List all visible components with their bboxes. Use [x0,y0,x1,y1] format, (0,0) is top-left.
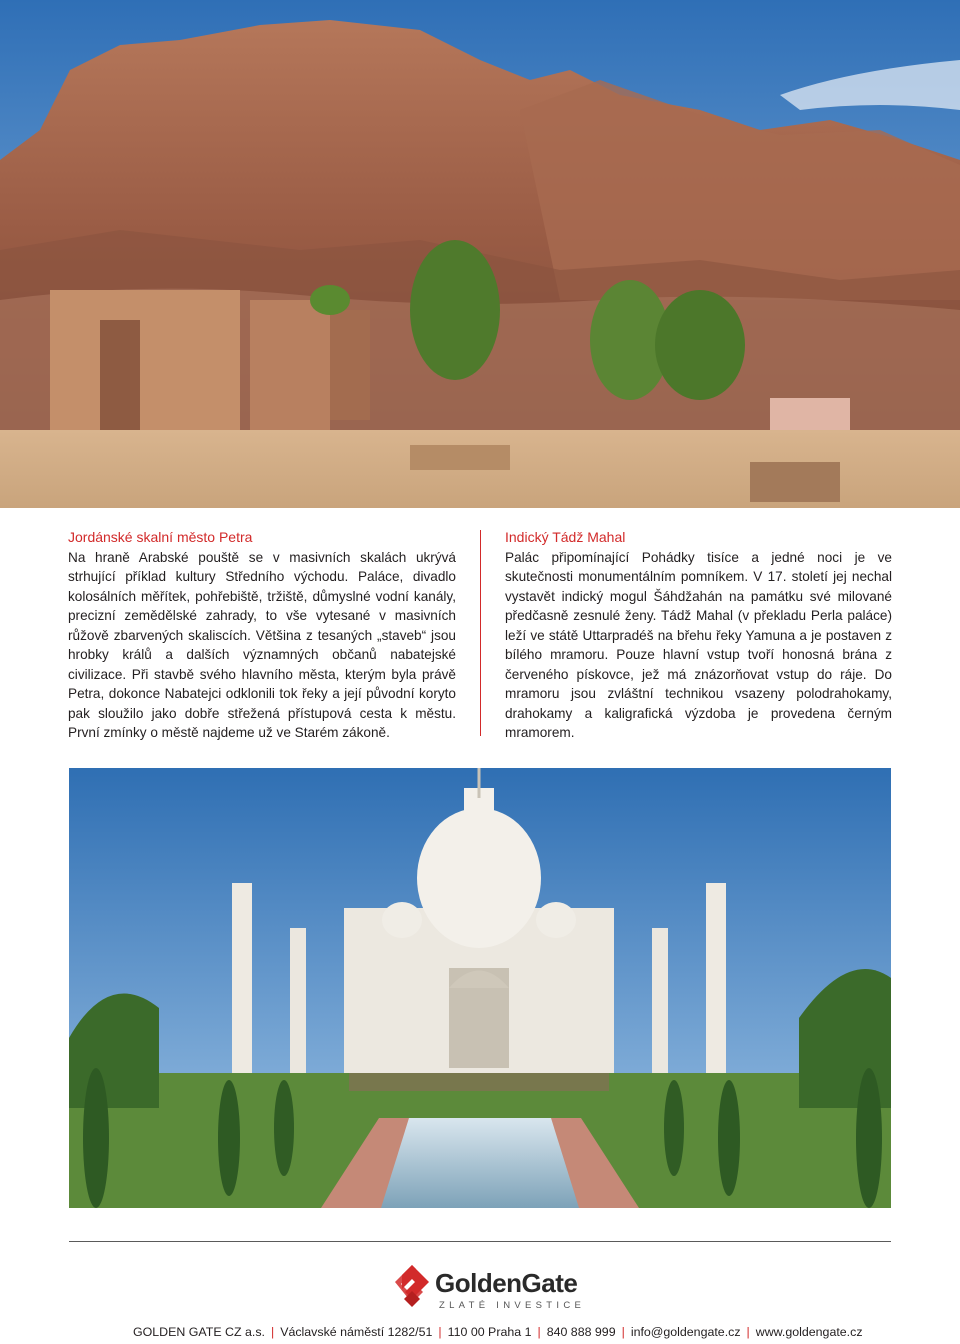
column-divider [480,530,481,736]
footer-separator: | [537,1325,541,1339]
footer-company: GOLDEN GATE CZ a.s. [133,1325,265,1339]
logo-name: GoldenGate [435,1268,578,1298]
footer-rule [69,1241,891,1242]
footer-city: 110 00 Praha 1 [447,1325,532,1339]
footer-phone[interactable]: 840 888 999 [546,1325,616,1339]
logo-tagline: ZLATÉ INVESTICE [439,1300,586,1311]
golden-gate-logo [393,1263,586,1313]
footer-contacts [133,1324,863,1340]
footer-separator: | [746,1325,750,1339]
footer-separator: | [438,1325,442,1339]
footer-separator: | [270,1325,275,1339]
taj-mahal-photo [69,768,891,1208]
petra-heading: Jordánské skalní město Petra [68,529,253,545]
footer-separator: | [621,1325,625,1339]
footer-street: Václavské náměstí 1282/51 [280,1325,433,1339]
taj-text: Palác připomínající Pohádky tisíce a jedné noci je ve skutečnosti monumentálním pomníkem. V 17. století jej nechal vystavět indický mogul Šáhdžahán na památku své milované předčasně zesnulé ženy. Tádž Mahal (v překladu Perla paláce) leží ve státě Uttarpradéš na břehu řeky Yamuna a je postaven z bílého mramoru. Pouze hlavní vstup tvoří honosná brána z červeného pískovce, jež má znázorňovat vstup do ráje. Do mramoru jsou zvláštní technikou vsazeny polodrahokamy, drahokamy a kaligrafická výzdoba je provedena černým mramorem. [505,549,892,740]
taj-article [505,528,892,743]
taj-heading: Indický Tádž Mahal [505,529,626,545]
footer-web[interactable]: www.goldengate.cz [755,1325,863,1339]
petra-photo [0,0,960,508]
petra-article [68,528,456,743]
footer-email[interactable]: info@goldengate.cz [630,1325,741,1339]
petra-text: Na hraně Arabské pouště se v masivních skalách ukrývá strhující příklad kultury Středního východu. Paláce, divadlo kolosálních měřítek, pohřebiště, tržiště, důmyslné vodní kanály, precizní zemědělské zahrady, to vše vytesané v masivních růžově zbarvených skaliscích. Většina z tesaných „staveb“ jsou hrobky králů a dalších významných občanů nabatejské civilizace. Při stavbě svého hlavního města, kterým byla právě Petra, dokonce Nabatejci odklonili tok řeky a její původní koryto pak sloužilo jako dobře střežená přístupová cesta k městu. První zmínky o městě najdeme už ve Starém zákoně. [68,549,456,740]
golden-gate-logo-mark-icon [393,1263,431,1311]
